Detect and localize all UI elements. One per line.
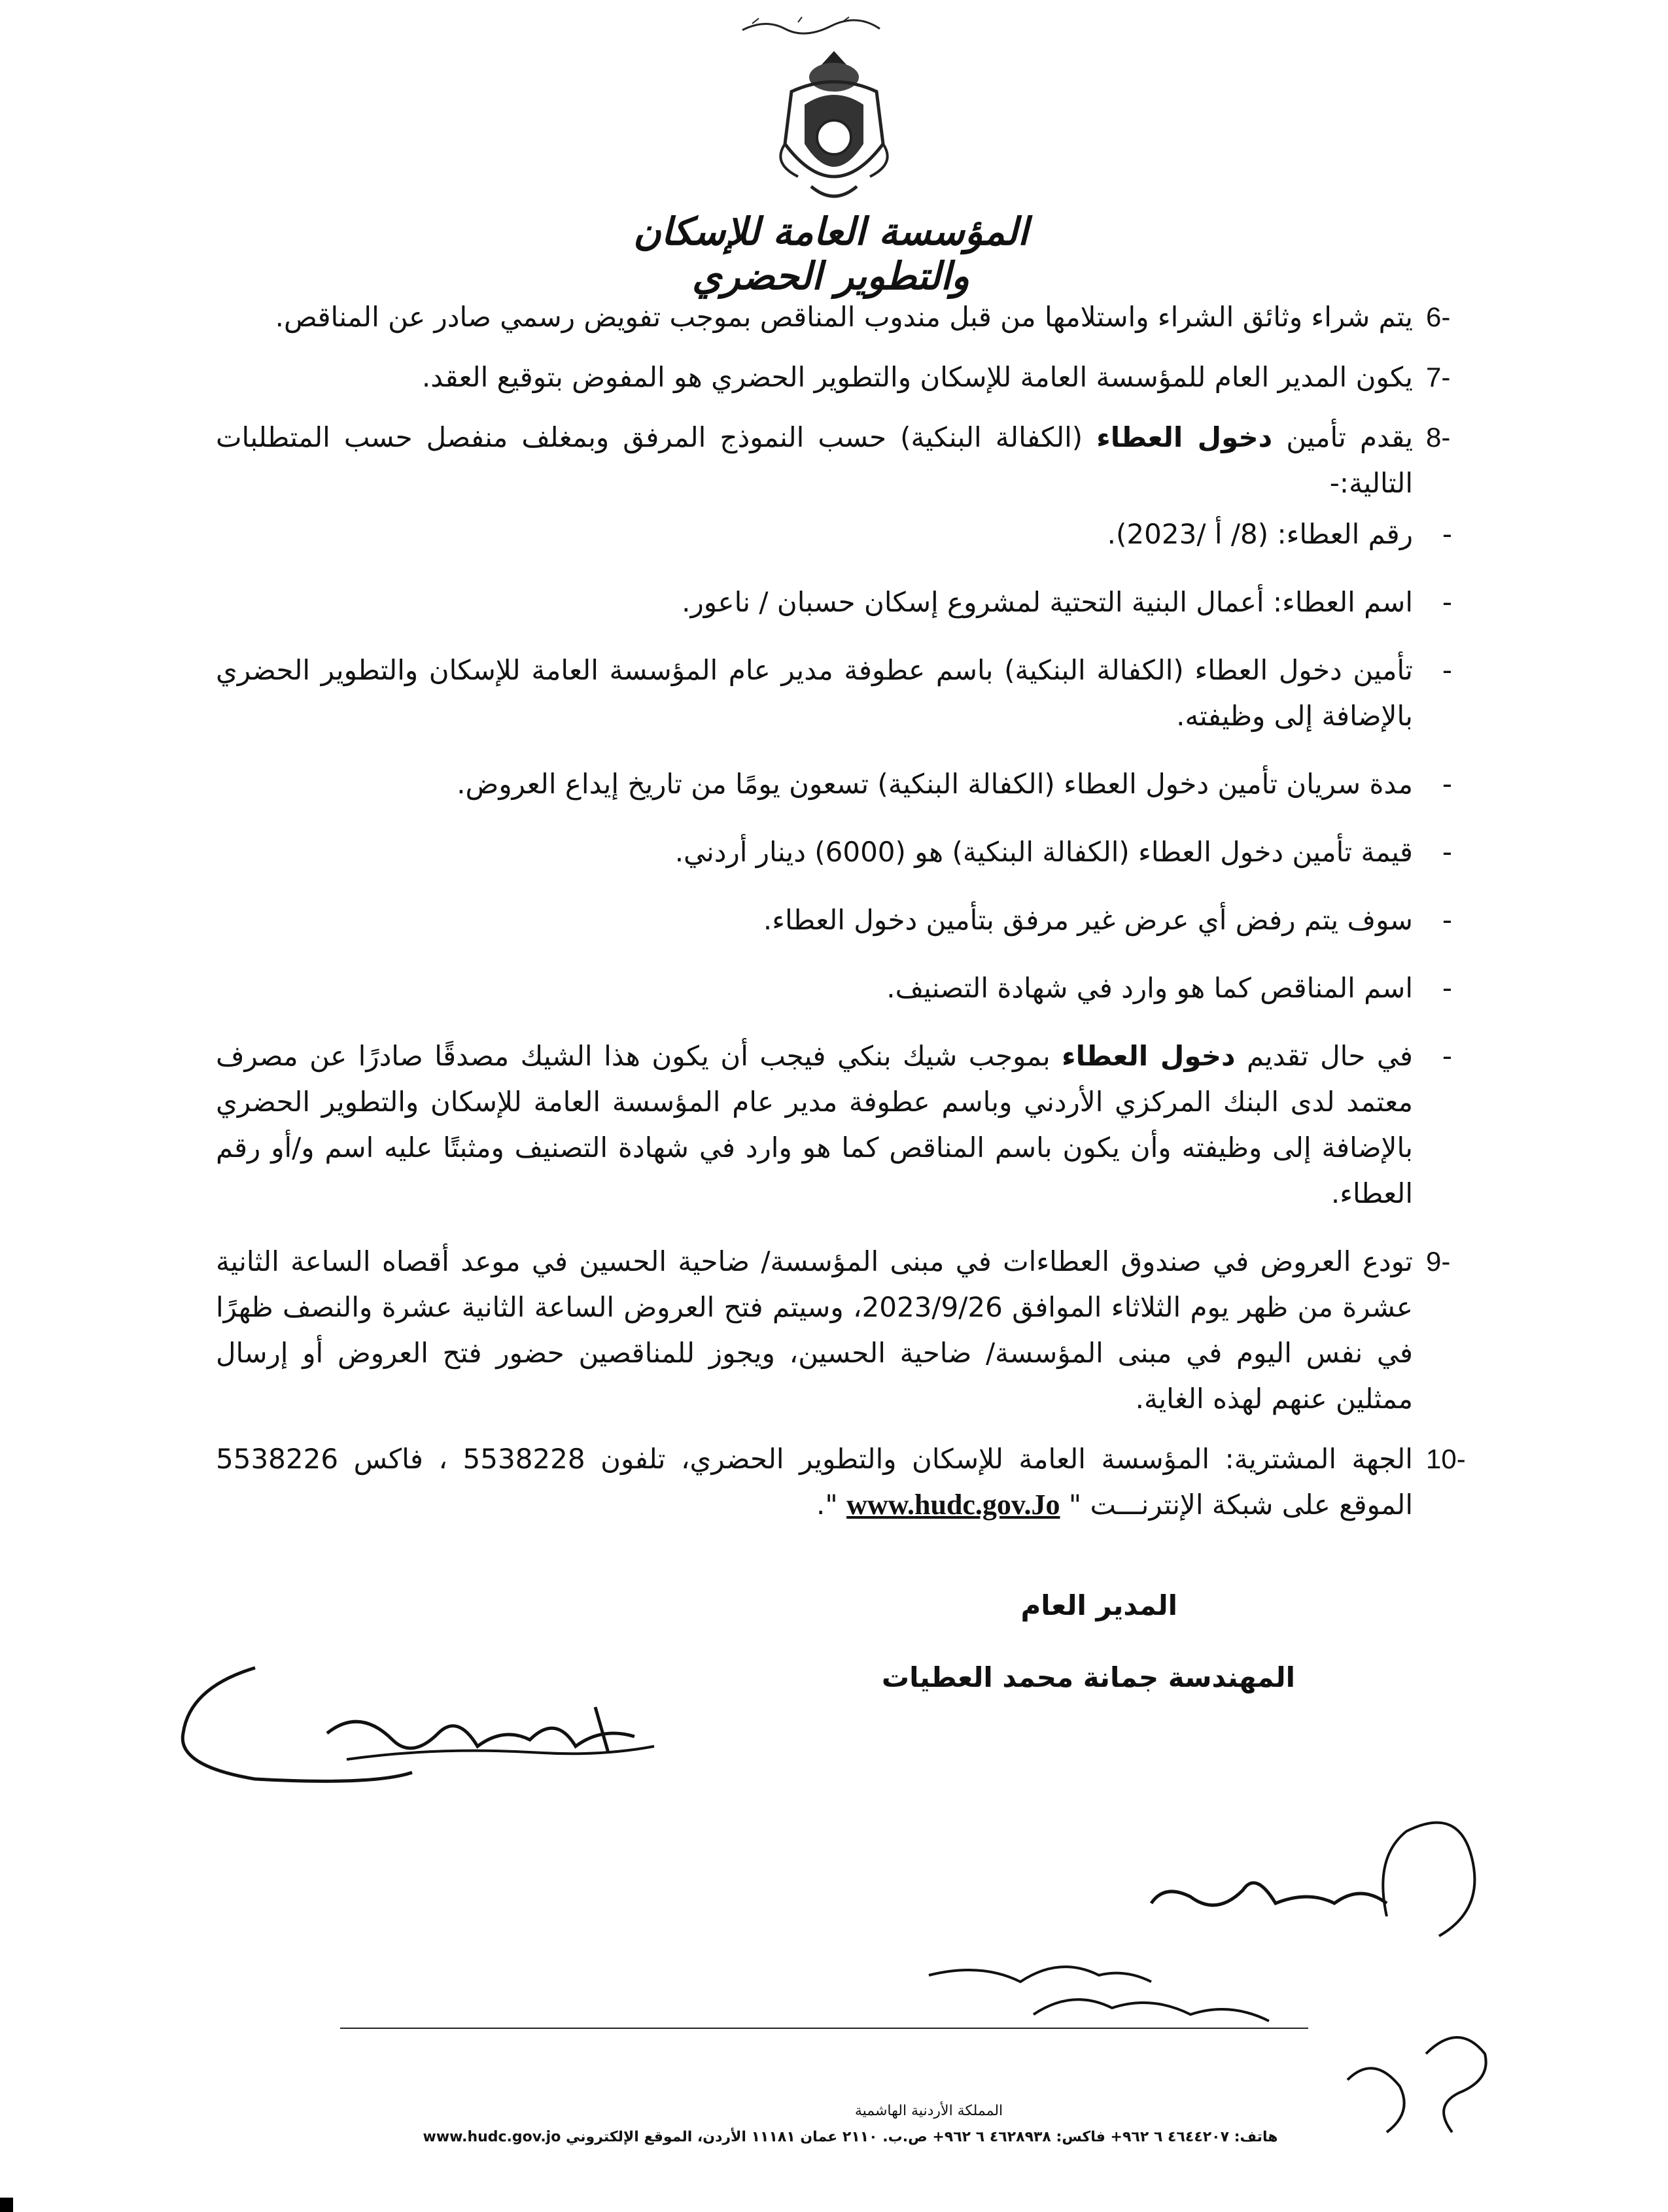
- list-item: - في حال تقديم دخول العطاء بموجب شيك بنكي فيجب أن يكون هذا الشيك مصدقًا صادرًا عن مصرف معتمد لدى البنك المركزي الأردني وباسم عطوفة مدير عام المؤسسة العامة للإسكان والتطوير الحضري بالإضافة إلى وظيفته وأن يكون باسم المناقص كما هو وارد في شهادة التصنيف ومثبتًا عليه اسم و/أو رقم العطاء.: [216, 1040, 1452, 1209]
- item-text-post: (الكفالة البنكية) حسب النموذج المرفق وبمغلف منفصل حسب المتطلبات التالية:-: [216, 421, 1413, 499]
- handwritten-signature-icon: [177, 1648, 765, 1818]
- coat-of-arms-icon: [765, 46, 903, 216]
- list-item: - سوف يتم رفض أي عرض غير مرفق بتأمين دخول العطاء.: [763, 904, 1452, 936]
- item-number: 10-: [1426, 1443, 1466, 1474]
- item-10: [216, 1436, 1466, 1528]
- signatory-name: المهندسة جمانة محمد العطيات: [881, 1661, 1295, 1693]
- item-number: 9-: [1426, 1246, 1451, 1277]
- signatory-title: المدير العام: [1020, 1589, 1177, 1621]
- list-item: - اسم المناقص كما هو وارد في شهادة التصنيف.: [886, 972, 1452, 1004]
- item-number: 8-: [1426, 422, 1451, 453]
- item-number: 7-: [1426, 362, 1451, 392]
- item-number: 6-: [1426, 302, 1451, 332]
- document-body: [216, 294, 1466, 1542]
- requirements-list: [216, 511, 1452, 1217]
- footer-divider: [340, 2028, 1308, 2029]
- item-7: [216, 354, 1451, 400]
- item-text: الجهة المشترية: المؤسسة العامة للإسكان والتطوير الحضري، تلفون 5538228 ، فاكس 5538226 الموقع على شبكة الإنترنـــت " www.hudc.gov.Jo ".: [216, 1443, 1413, 1521]
- item-text: يكون المدير العام للمؤسسة العامة للإسكان والتطوير الحضري هو المفوض بتوقيع العقد.: [421, 361, 1413, 393]
- item-6: [216, 294, 1451, 340]
- footer-address: هاتف: ٤٦٤٤٢٠٧ ٦ ٩٦٢+ فاكس: ٤٦٢٨٩٣٨ ٦ ٩٦٢+ ص.ب. ٢١١٠ عمان ١١١٨١ الأردن، الموقع الإلكتروني www.hudc.gov.jo: [423, 2129, 1278, 2145]
- letterhead: [0, 0, 1668, 298]
- item-text: تودع العروض في صندوق العطاءات في مبنى المؤسسة/ ضاحية الحسين في موعد أقصاه الساعة الثانية عشرة من ظهر يوم الثلاثاء الموافق 2023/9/26، وسيتم فتح العروض الساعة الثانية عشرة والنصف ظهرًا في نفس اليوم في مبنى المؤسسة/ ضاحية الحسين، ويجوز للمناقصين حضور فتح العروض أو إرسال ممثلين عنهم لهذه الغاية.: [216, 1245, 1413, 1415]
- scan-mark: [0, 2198, 13, 2212]
- item-text-pre: يقدم تأمين: [1272, 421, 1414, 453]
- item-9: [216, 1239, 1451, 1422]
- item-text-bold: دخول العطاء: [1096, 421, 1273, 453]
- organization-name: المؤسسة العامة للإسكان والتطوير الحضري: [633, 209, 1028, 298]
- list-item: - تأمين دخول العطاء (الكفالة البنكية) باسم عطوفة مدير عام المؤسسة العامة للإسكان والتطوير الحضري بالإضافة إلى وظيفته.: [216, 654, 1452, 732]
- item-text: [216, 415, 1413, 506]
- item-8: [216, 415, 1452, 1217]
- item-text: يتم شراء وثائق الشراء واستلامها من قبل مندوب المناقص بموجب تفويض رسمي صادر عن المناقص.: [275, 301, 1413, 333]
- list-item: - مدة سريان تأمين دخول العطاء (الكفالة البنكية) تسعون يومًا من تاريخ إيداع العروض.: [457, 768, 1452, 800]
- list-item: - قيمة تأمين دخول العطاء (الكفالة البنكية) هو (6000) دينار أردني.: [674, 836, 1452, 868]
- basmala-calligraphy: [739, 12, 883, 38]
- footer-country: المملكة الأردنية الهاشمية: [854, 2103, 1003, 2119]
- list-item: - اسم العطاء: أعمال البنية التحتية لمشروع إسكان حسبان / ناعور.: [682, 586, 1452, 618]
- list-item: - رقم العطاء: (8/ أ /2023).: [1107, 518, 1452, 550]
- website-link[interactable]: www.hudc.gov.Jo: [846, 1489, 1060, 1521]
